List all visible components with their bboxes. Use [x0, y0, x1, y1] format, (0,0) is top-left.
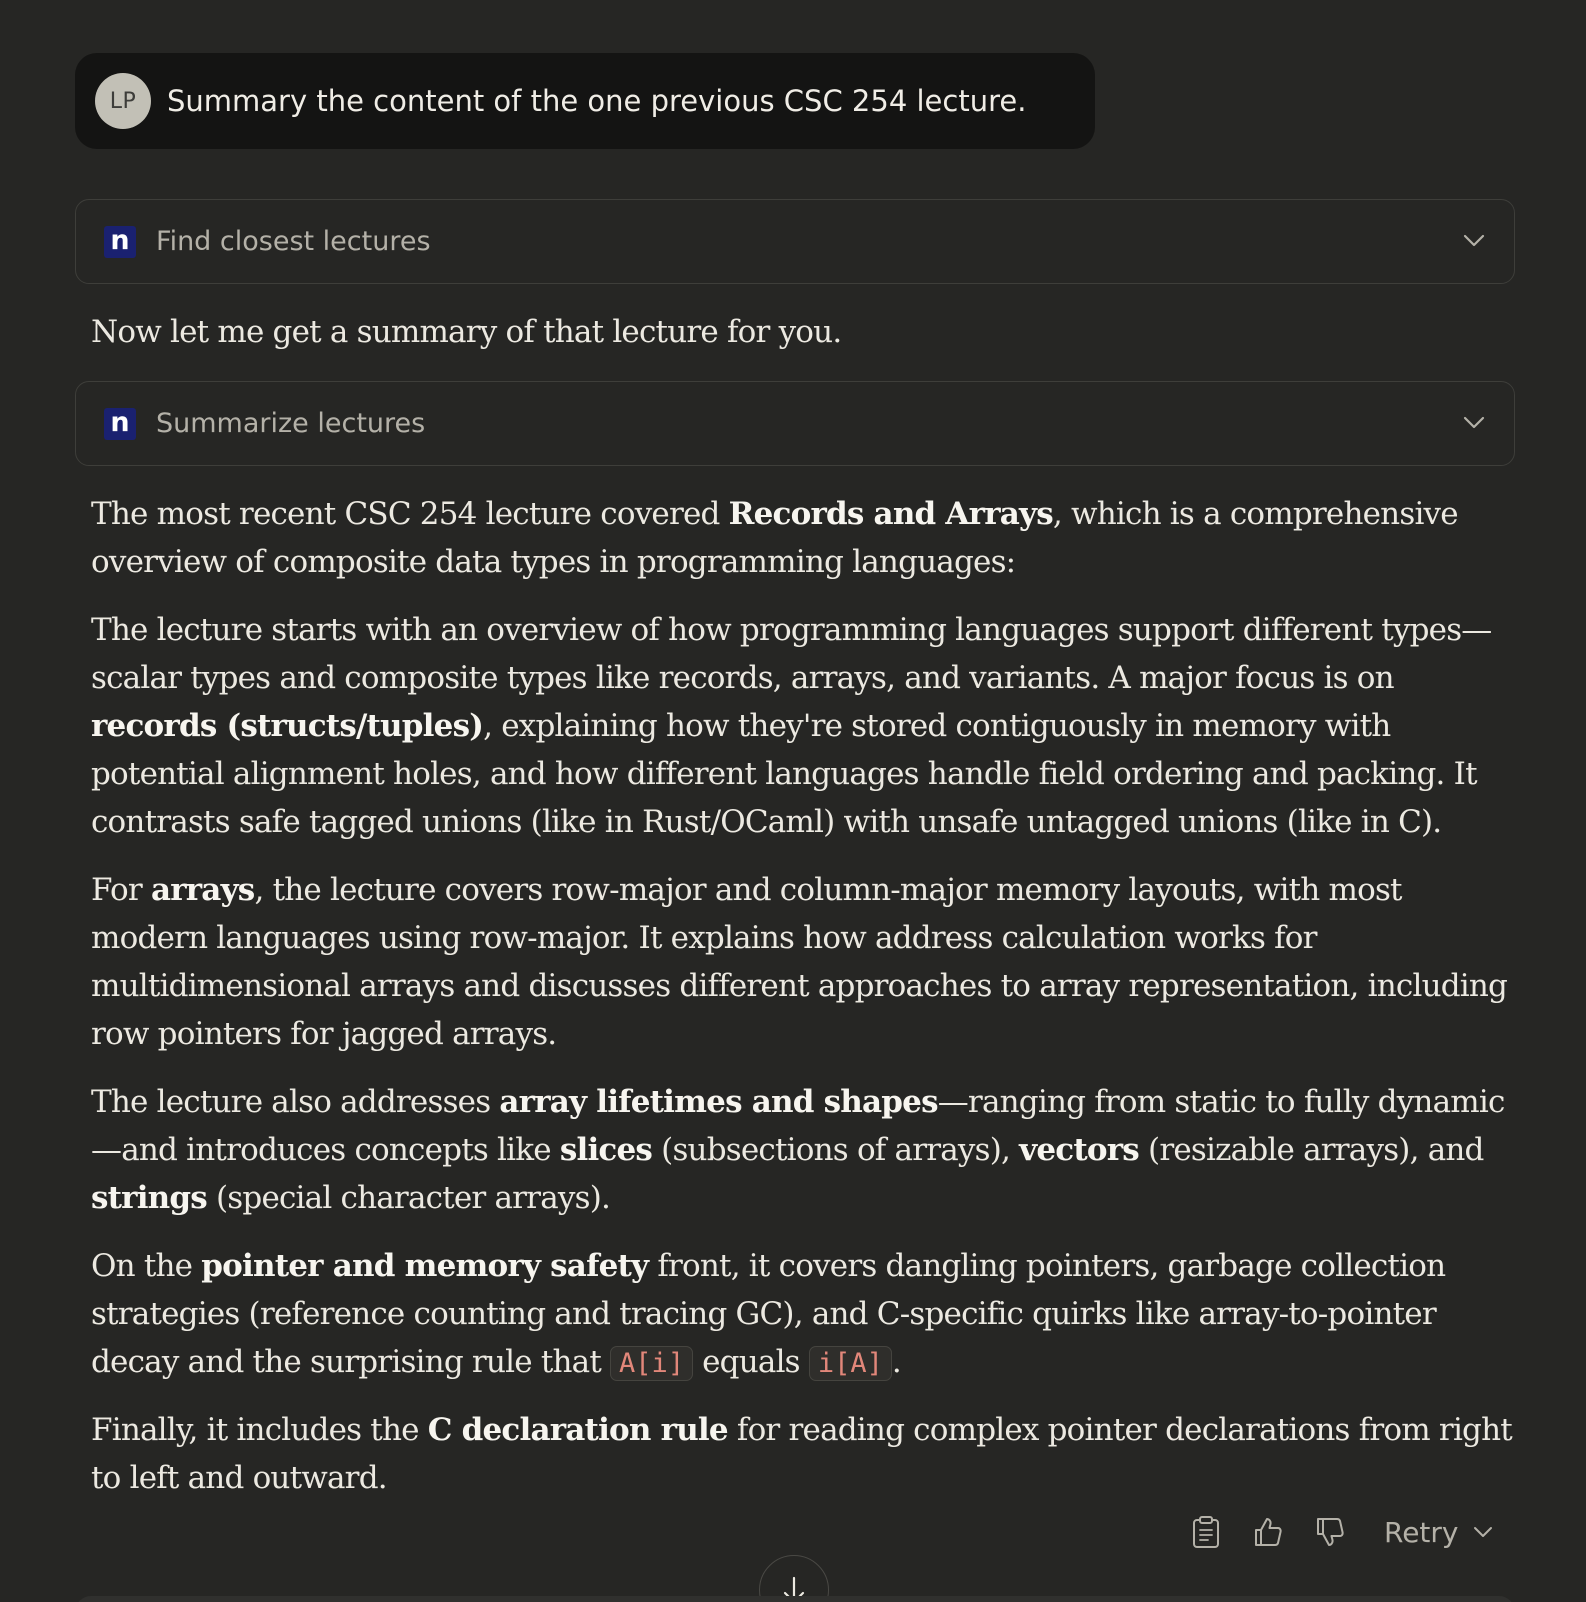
chevron-down-icon[interactable] — [1460, 408, 1488, 436]
retry-button[interactable] — [1384, 1510, 1496, 1554]
tool-label: Summarize lectures — [156, 408, 426, 439]
composer-input-edge[interactable] — [75, 1596, 1515, 1602]
inline-code: i[A] — [809, 1346, 892, 1381]
response-paragraph: Finally, it includes the C declaration rule for reading complex pointer declarations from right to left and outward. — [91, 1412, 1512, 1496]
chevron-down-icon[interactable] — [1460, 226, 1488, 254]
user-message — [75, 53, 1095, 149]
copy-icon — [1191, 1515, 1221, 1549]
thumbs-down-button[interactable] — [1308, 1510, 1352, 1554]
assistant-intro-text: Now let me get a summary of that lecture for you. — [91, 314, 842, 350]
response-paragraph: For arrays, the lecture covers row-major and column-major memory layouts, with most modern languages using row-major. It explains how address calculation works for multidimensional arrays and discusses different approaches to array representation, including row pointers for jagged arrays. — [91, 872, 1508, 1052]
copy-button[interactable] — [1184, 1510, 1228, 1554]
notion-icon: n — [104, 226, 136, 258]
chevron-down-icon — [1470, 1519, 1496, 1545]
scroll-to-bottom-button[interactable] — [759, 1555, 829, 1602]
thumbs-up-icon — [1252, 1516, 1284, 1548]
tool-label: Find closest lectures — [156, 226, 431, 257]
response-paragraph: The lecture starts with an overview of how programming languages support different types—scalar types and composite types like records, arrays, and variants. A major focus is on records (structs/tuples), explaining how they're stored contiguously in memory with potential alignment holes, and how different languages handle field ordering and packing. It contrasts safe tagged unions (like in Rust/OCaml) with unsafe untagged unions (like in C). — [91, 612, 1492, 840]
tool-summarize-lectures[interactable] — [75, 381, 1515, 466]
response-paragraph: The lecture also addresses array lifetimes and shapes—ranging from static to fully dynamic—and introduces concepts like slices (subsections of arrays), vectors (resizable arrays), and strings (special character arrays). — [91, 1084, 1505, 1216]
tool-find-closest-lectures[interactable] — [75, 199, 1515, 284]
inline-code: A[i] — [610, 1346, 693, 1381]
user-message-text: Summary the content of the one previous CSC 254 lecture. — [167, 84, 1027, 118]
user-avatar[interactable]: LP — [95, 73, 151, 129]
notion-icon: n — [104, 408, 136, 440]
thumbs-down-icon — [1314, 1516, 1346, 1548]
message-actions — [1180, 1510, 1520, 1560]
thumbs-up-button[interactable] — [1246, 1510, 1290, 1554]
retry-label: Retry — [1384, 1515, 1459, 1549]
response-paragraph: On the pointer and memory safety front, it covers dangling pointers, garbage collection strategies (reference counting and tracing GC), and C-specific quirks like array-to-pointer decay and the surprising rule that A[i] equals i[A] . — [91, 1248, 1446, 1380]
response-paragraph: The most recent CSC 254 lecture covered Records and Arrays, which is a comprehensive overview of composite data types in programming languages: — [91, 496, 1458, 580]
